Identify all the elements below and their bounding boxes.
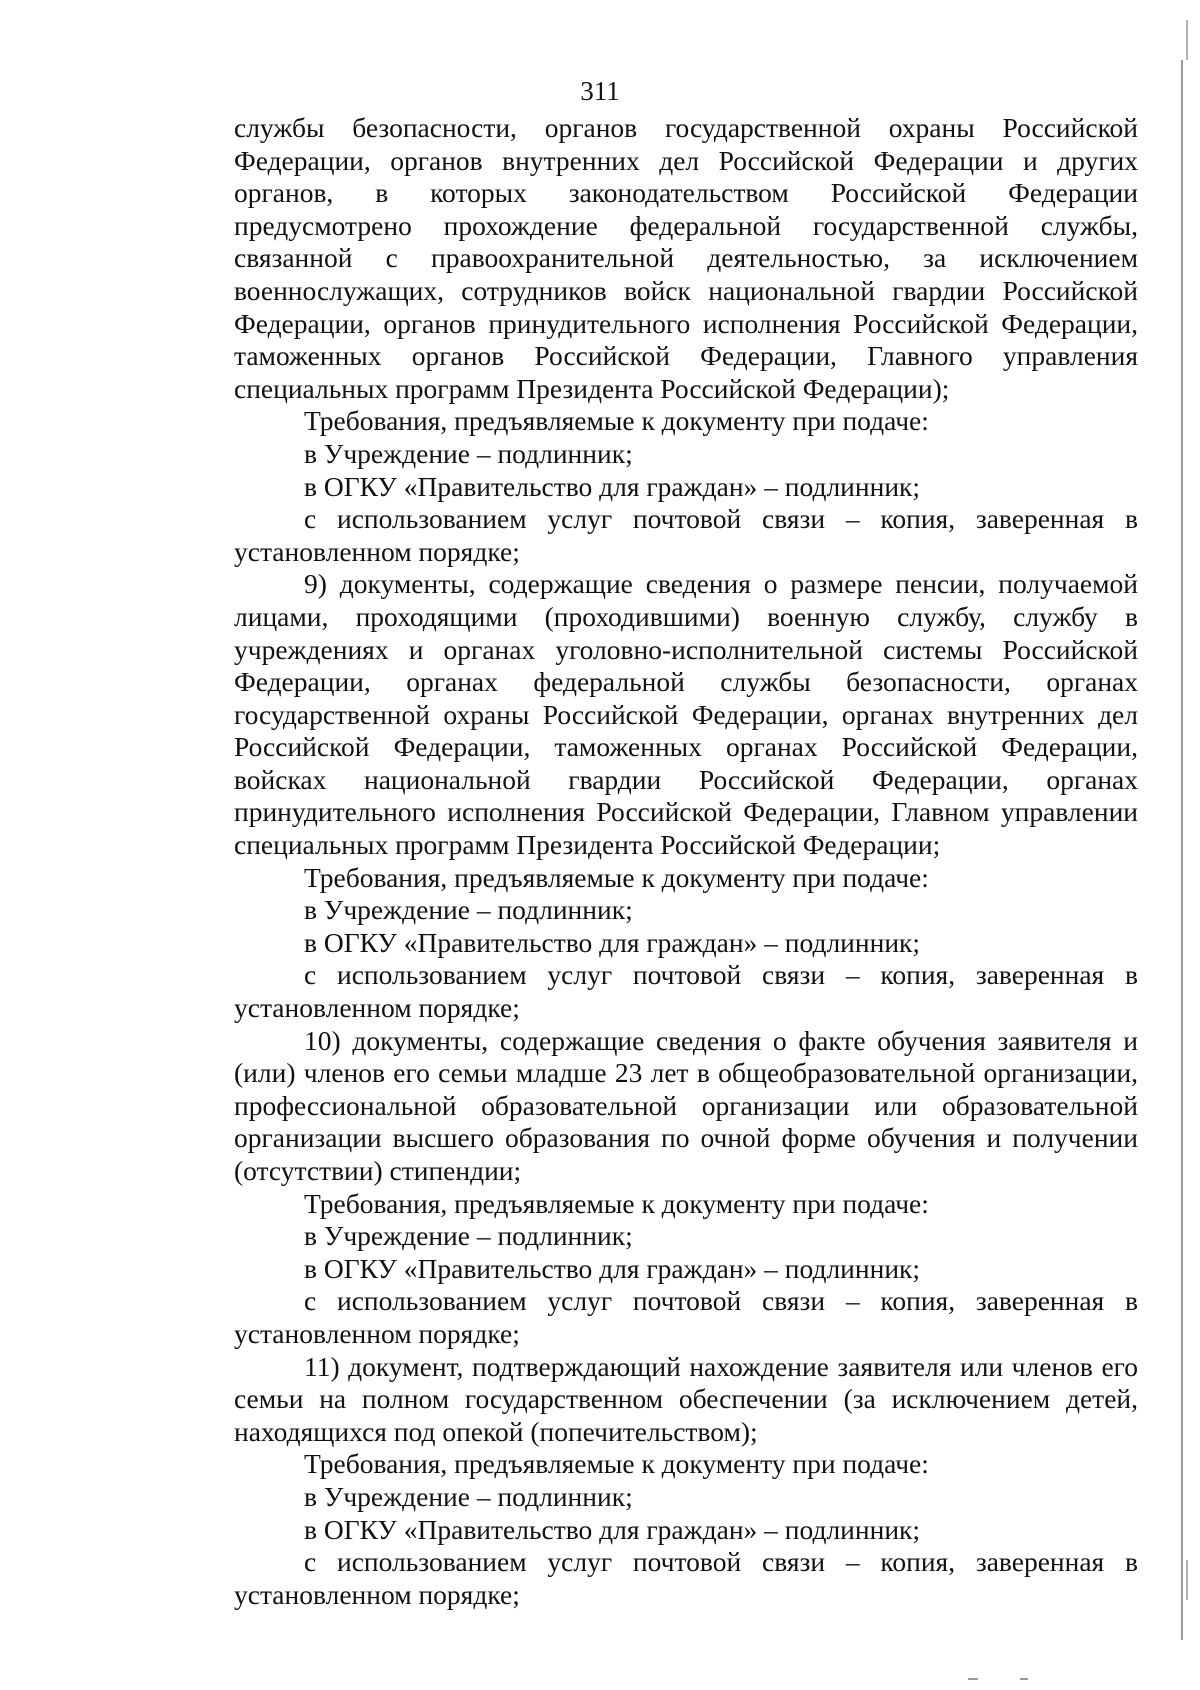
scan-edge-mark [1186,1560,1188,1600]
paragraph: 10) документы, содержащие сведения о факте обучения заявителя и (или) членов его семьи младше 23 лет в общеобразовательной организации, профессиональной образовательной организации или образовательной организации высшего образования по очной форме обучения и получении (отсутствии) стипендии; [234,1024,1138,1186]
paragraph: в ОГКУ «Правительство для граждан» – подлинник; [304,470,921,502]
paragraph: с использованием услуг почтовой связи – копия, заверенная в установленном порядке; [234,503,1138,567]
page-number: 311 [580,76,620,106]
paragraph: 11) документ, подтверждающий нахождение заявителя или членов его семьи на полном государственном обеспечении (за исключением детей, находящихся под опекой (попечительством); [234,1350,1138,1447]
paragraph: в Учреждение – подлинник; [304,437,633,469]
paragraph: в ОГКУ «Правительство для граждан» – подлинник; [304,1252,921,1284]
document-body [234,112,1138,1611]
paragraph: в ОГКУ «Правительство для граждан» – подлинник; [304,1513,921,1545]
paragraph: в Учреждение – подлинник; [304,1480,633,1512]
paragraph: Требования, предъявляемые к документу при подаче: [304,405,929,437]
paragraph: в Учреждение – подлинник; [304,894,633,926]
scan-speck [1020,1678,1028,1680]
scan-edge-mark [1186,20,1188,60]
paragraph: службы безопасности, органов государственной охраны Российской Федерации, органов внутренних дел Российской Федерации и других органов, в которых законодательством Российской Федерации предусмотрено прохождение федеральной государственной службы, связанной с правоохранительной деятельностью, за исключением военнослужащих, сотрудников войск национальной гвардии Российской Федерации, органов принудительного исполнения Российской Федерации, таможенных органов Российской Федерации, Главного управления специальных программ Президента Российской Федерации); [234,112,1138,404]
paragraph: в ОГКУ «Правительство для граждан» – подлинник; [304,926,921,958]
paragraph: 9) документы, содержащие сведения о размере пенсии, получаемой лицами, проходящими (проходившими) военную службу, службу в учреждениях и органах уголовно-исполнительной системы Российской Федерации, органах федеральной службы безопасности, органах государственной охраны Российской Федерации, органах внутренних дел Российской Федерации, таможенных органах Российской Федерации, войсках национальной гвардии Российской Федерации, органах принудительного исполнения Российской Федерации, Главном управлении специальных программ Президента Российской Федерации; [234,568,1138,861]
paragraph: с использованием услуг почтовой связи – копия, заверенная в установленном порядке; [234,1546,1138,1610]
paragraph: Требования, предъявляемые к документу при подаче: [304,861,929,893]
scan-speck [968,1678,978,1680]
paragraph: с использованием услуг почтовой связи – копия, заверенная в установленном порядке; [234,959,1138,1024]
paragraph: Требования, предъявляемые к документу при подаче: [304,1187,929,1219]
paragraph: с использованием услуг почтовой связи – копия, заверенная в установленном порядке; [234,1285,1138,1349]
scan-edge-line [1181,60,1183,1640]
paragraph: Требования, предъявляемые к документу при подаче: [304,1448,929,1480]
paragraph: в Учреждение – подлинник; [304,1220,633,1252]
